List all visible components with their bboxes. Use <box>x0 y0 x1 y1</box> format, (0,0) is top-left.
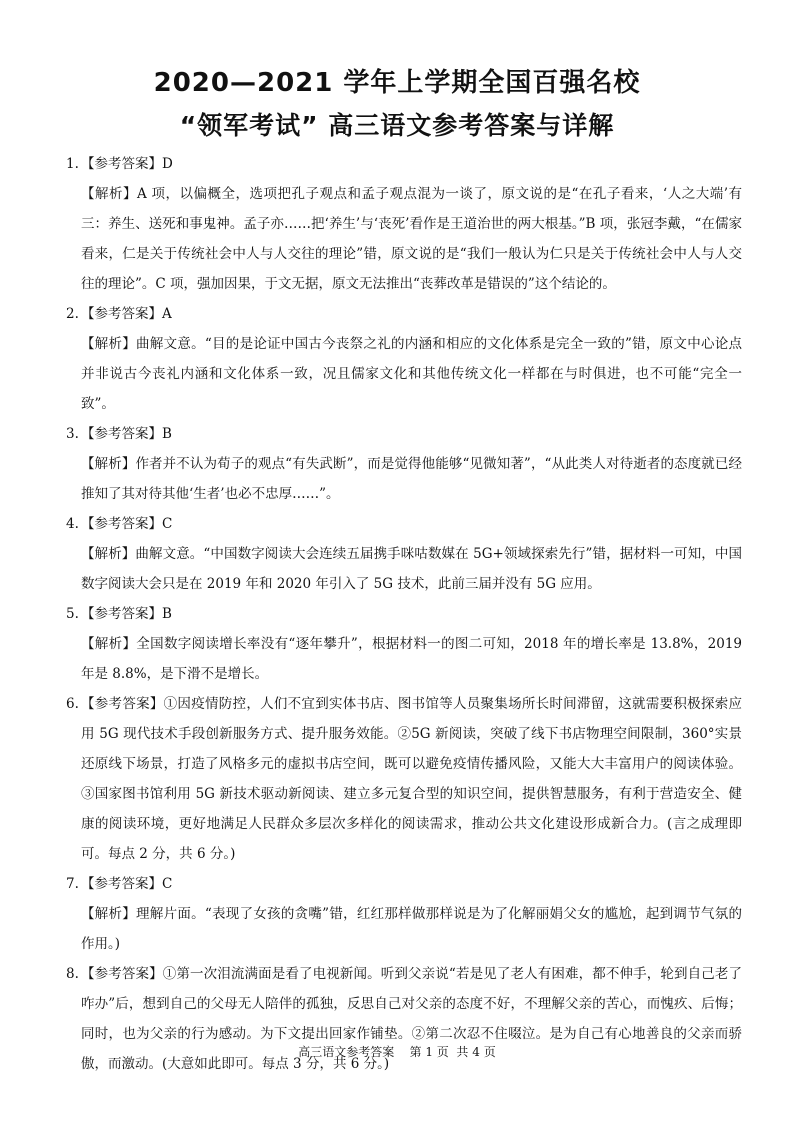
analysis-text: 【解析】曲解文意。“目的是论证中国古今丧祭之礼的内涵和相应的文化体系是完全一致的”错，原文中心论点并非说古今丧礼内涵和文化体系一致，况且儒家文化和其他传统文化一样都在与时俱进，也不可能“完全一致”。 <box>81 336 742 412</box>
item-number: 5. <box>66 606 79 622</box>
analysis-text: 【解析】理解片面。“表现了女孩的贪嘴”错，红红那样做那样说是为了化解丽娟父女的尴尬，起到调节气氛的作用。) <box>81 906 742 952</box>
answer-item-3 <box>66 419 742 509</box>
item-number: 8. <box>66 966 79 982</box>
answer-item-1 <box>66 149 742 299</box>
document-title: 2020—2021 学年上学期全国百强名校 <box>153 68 641 98</box>
answer-item-6 <box>66 689 742 869</box>
reference-answer: 【参考答案】B <box>81 426 172 442</box>
reference-answer: 【参考答案】①因疫情防控，人们不宜到实体书店、图书馆等人员聚集场所长时间滞留，这就需要积极探索应用 5G 现代技术手段创新服务方式、提升服务效能。②5G 新阅读，突破了线下书店物理空间限制，360°实景还原线下场景，打造了风格多元的虚拟书店空间，既可以避免疫情传播风险，又能大大丰富用户的阅读体验。③国家图书馆利用 5G 新技术驱动新阅读、建立多元复合型的知识空间，提供智慧服务，有利于营造安全、健康的阅读环境，更好地满足人民群众多层次多样化的阅读需求，推动公共文化建设形成新合力。(言之成理即可。每点 2 分，共 6 分。) <box>81 696 742 862</box>
page-footer: 高三语文参考答案 第 1 页 共 4 页 <box>298 1045 496 1059</box>
analysis-text: 【解析】A 项，以偏概全，选项把孔子观点和孟子观点混为一谈了，原文说的是“在孔子看来，‘人之大端’有三：养生、送死和事鬼神。孟子亦……把‘养生’与‘丧死’看作是王道治世的两大根基。”B 项，张冠李戴，“在儒家看来，仁是关于传统社会中人与人交往的理论”错，原文说的是“我们一般认为仁只是关于传统社会中人与人交往的理论”。C 项，强加因果，于文无据，原文无法推出“丧葬改革是错误的”这个结论的。 <box>81 186 742 292</box>
analysis-text: 【解析】曲解文意。“中国数字阅读大会连续五届携手咪咕数媒在 5G+领域探索先行”错，据材料一可知，中国数字阅读大会只是在 2019 年和 2020 年引入了 5G 技术，此前三届并没有 5G 应用。 <box>81 546 742 592</box>
item-number: 2. <box>66 306 79 322</box>
answer-item-5 <box>66 599 742 689</box>
answer-item-4 <box>66 509 742 599</box>
answer-item-8 <box>66 959 742 1079</box>
item-number: 3. <box>66 426 79 442</box>
reference-answer: 【参考答案】①第一次泪流满面是看了电视新闻。听到父亲说“若是见了老人有困难，都不伸手，轮到自己老了咋办”后，想到自己的父母无人陪伴的孤独，反思自己对父亲的态度不好，不理解父亲的苦心，而愧疚、后悔；同时，也为父亲的行为感动。为下文提出回家作铺垫。②第二次忍不住啜泣。是为自己有心地善良的父亲而骄傲，而激动。(大意如此即可。每点 3 分，共 6 分。) <box>81 966 742 1072</box>
reference-answer: 【参考答案】D <box>81 156 173 172</box>
reference-answer: 【参考答案】C <box>81 876 173 892</box>
reference-answer: 【参考答案】A <box>81 306 172 322</box>
reference-answer: 【参考答案】C <box>81 516 173 532</box>
analysis-text: 【解析】全国数字阅读增长率没有“逐年攀升”，根据材料一的图二可知，2018 年的增长率是 13.8%，2019 年是 8.8%，是下滑不是增长。 <box>81 636 742 682</box>
document-subtitle: “领军考试” 高三语文参考答案与详解 <box>179 111 615 140</box>
item-number: 6. <box>66 696 79 712</box>
item-number: 1. <box>66 156 79 172</box>
answer-item-2 <box>66 299 742 419</box>
reference-answer: 【参考答案】B <box>81 606 172 622</box>
answer-list <box>66 149 742 1079</box>
item-number: 7. <box>66 876 79 892</box>
item-number: 4. <box>66 516 79 532</box>
answer-item-7 <box>66 869 742 959</box>
analysis-text: 【解析】作者并不认为荀子的观点“有失武断”，而是觉得他能够“见微知著”，“从此类人对待逝者的态度就已经推知了其对待其他‘生者’也必不忠厚……”。 <box>81 456 742 502</box>
